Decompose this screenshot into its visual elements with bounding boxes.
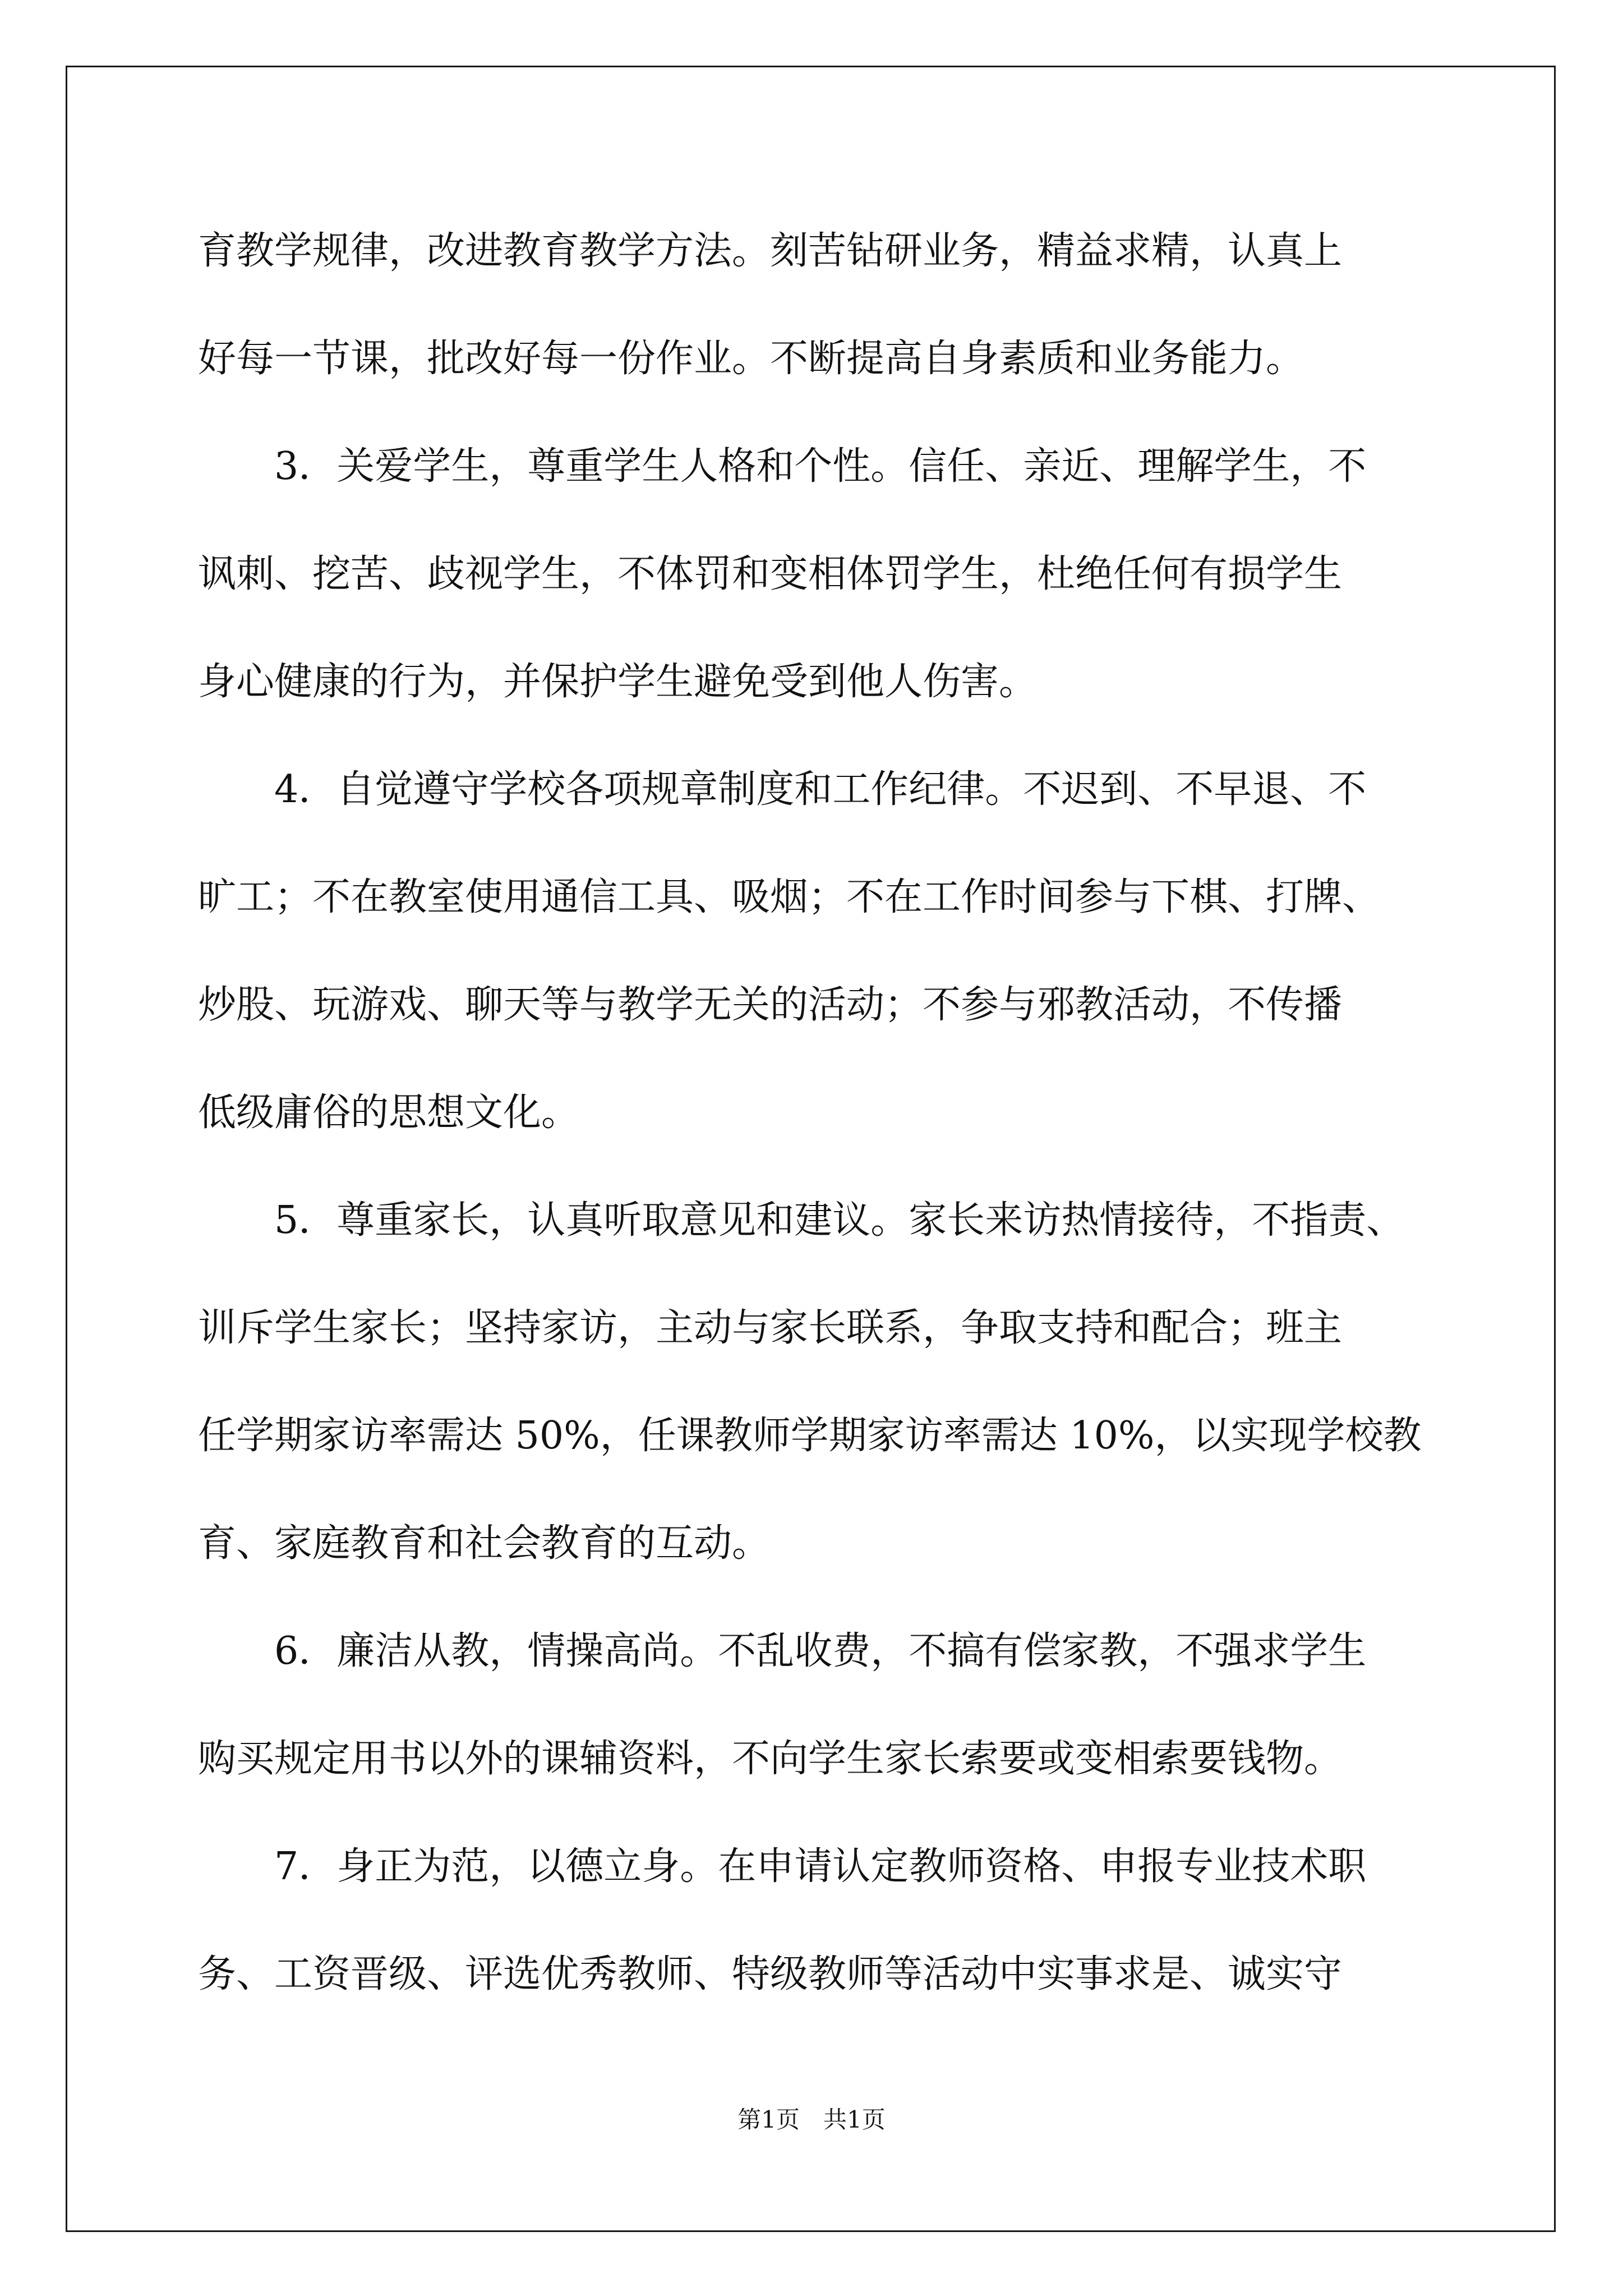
- text-line: 好每一节课，批改好每一份作业。不断提高自身素质和业务能力。: [198, 337, 1304, 381]
- text-line: 4．自觉遵守学校各项规章制度和工作纪律。不迟到、不早退、不: [198, 767, 1367, 812]
- text-line: 6．廉洁从教，情操高尚。不乱收费，不搞有偿家教，不强求学生: [198, 1629, 1367, 1673]
- text-line: 务、工资晋级、评选优秀教师、特级教师等活动中实事求是、诚实守: [198, 1952, 1343, 1996]
- text-line: 身心健康的行为，并保护学生避免受到他人伤害。: [198, 660, 1038, 704]
- text-line: 低级庸俗的思想文化。: [198, 1091, 580, 1135]
- text-line: 讽刺、挖苦、歧视学生，不体罚和变相体罚学生，杜绝任何有损学生: [198, 552, 1343, 596]
- text-line: 育、家庭教育和社会教育的互动。: [198, 1521, 771, 1566]
- text-line: 3．关爱学生，尊重学生人格和个性。信任、亲近、理解学生，不: [198, 444, 1367, 489]
- page-number-footer: 第1页 共1页: [737, 2106, 886, 2133]
- text-line: 旷工；不在教室使用通信工具、吸烟；不在工作时间参与下棋、打牌、: [198, 875, 1381, 919]
- text-line: 炒股、玩游戏、聊天等与教学无关的活动；不参与邪教活动，不传播: [198, 983, 1343, 1027]
- text-line: 5．尊重家长，认真听取意见和建议。家长来访热情接待，不指责、: [198, 1198, 1405, 1243]
- text-line: 育教学规律，改进教育教学方法。刻苦钻研业务，精益求精，认真上: [198, 229, 1343, 273]
- text-line: 任学期家访率需达 50%，任课教师学期家访率需达 10%，以实现学校教: [198, 1414, 1422, 1458]
- text-line: 训斥学生家长；坚持家访，主动与家长联系，争取支持和配合；班主: [198, 1306, 1343, 1350]
- text-line: 购买规定用书以外的课辅资料，不向学生家长索要或变相索要钱物。: [198, 1737, 1343, 1781]
- text-line: 7．身正为范，以德立身。在申请认定教师资格、申报专业技术职: [198, 1844, 1367, 1889]
- page-border: [66, 66, 1556, 2232]
